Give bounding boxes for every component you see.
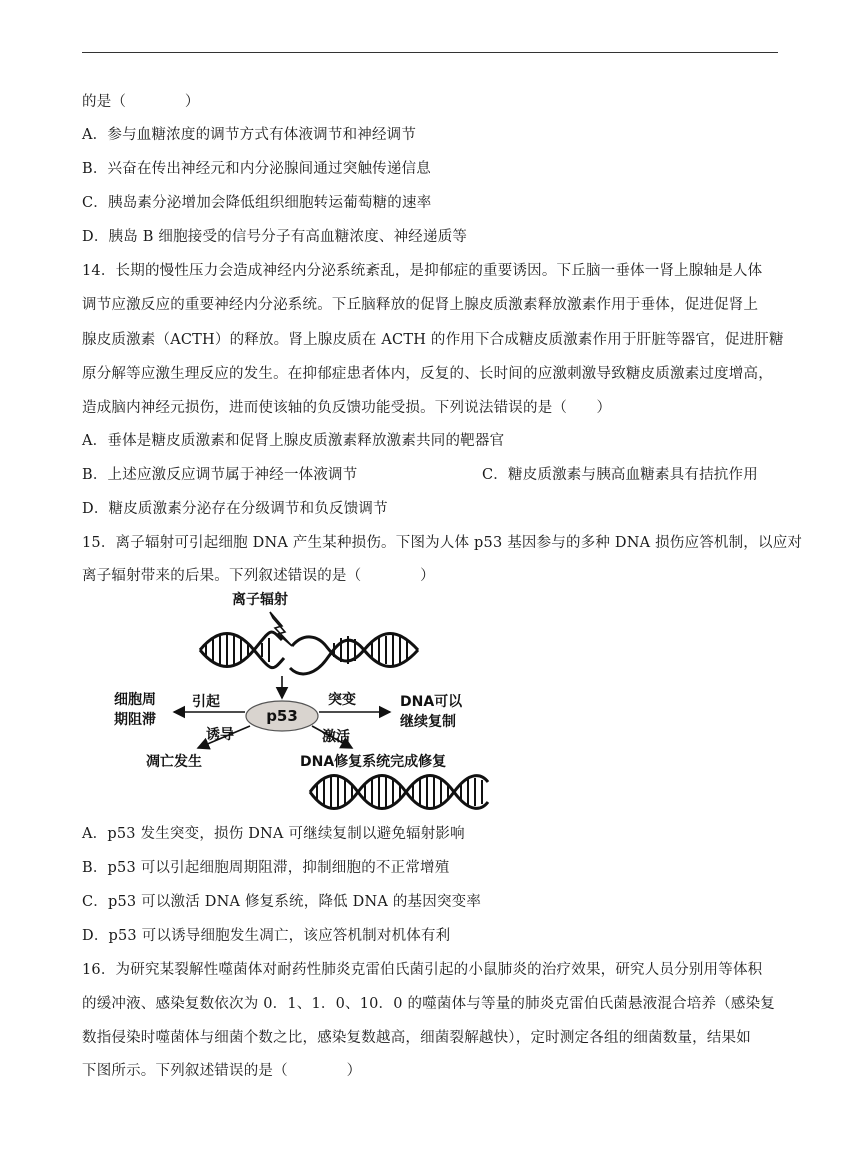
prev-option-d: D．胰岛 B 细胞接受的信号分子有高血糖浓度、神经递质等 <box>82 229 468 245</box>
q14-stem-line-5: 造成脑内神经元损伤，进而使该轴的负反馈功能受损。下列说法错误的是（ ） <box>82 400 612 416</box>
fig-right-target-1: DNA可以 <box>400 694 463 710</box>
prev-option-b: B．兴奋在传出神经元和内分泌腺间通过突触传递信息 <box>82 161 431 177</box>
fig-left-target-2: 期阻滞 <box>114 712 156 728</box>
q14-option-d: D．糖皮质激素分泌存在分级调节和负反馈调节 <box>82 501 388 517</box>
fig-left-arrow-label: 引起 <box>192 694 220 710</box>
q15-stem-line-1: 15．离子辐射可引起细胞 DNA 产生某种损伤。下图为人体 p53 基因参与的多种 DNA 损伤应答机制，以应对 <box>82 535 803 551</box>
q15-option-b: B．p53 可以引起细胞周期阻滞，抑制细胞的不正常增殖 <box>82 860 450 876</box>
prev-option-c: C．胰岛素分泌增加会降低组织细胞转运葡萄糖的速率 <box>82 195 432 211</box>
fig-right-target-2: 继续复制 <box>400 714 456 730</box>
q14-stem-line-3: 腺皮质激素（ACTH）的释放。肾上腺皮质在 ACTH 的作用下合成糖皮质激素作用于肝脏等器官，促进肝糖 <box>82 332 784 348</box>
q14-option-row-bc <box>82 465 758 485</box>
dna-helix-repaired <box>310 776 488 809</box>
q16-stem-line-2: 的缓冲液、感染复数依次为 0．1、1．0、10．0 的噬菌体与等量的肺炎克雷伯氏菌悬液混合培养（感染复 <box>82 996 775 1012</box>
q14-stem-line-1: 14．长期的慢性压力会造成神经内分泌系统紊乱，是抑郁症的重要诱因。下丘脑一垂体一肾上腺轴是人体 <box>82 263 763 279</box>
q15-option-c: C．p53 可以激活 DNA 修复系统，降低 DNA 的基因突变率 <box>82 894 482 910</box>
prev-option-a: A．参与血糖浓度的调节方式有体液调节和神经调节 <box>82 127 417 143</box>
fig-right-arrow-label: 突变 <box>328 692 356 708</box>
fig-lower-right-arrow-label: 激活 <box>322 729 350 745</box>
q15-option-a: A．p53 发生突变，损伤 DNA 可继续复制以避免辐射影响 <box>82 826 465 842</box>
q15-stem-line-2: 离子辐射带来的后果。下列叙述错误的是（ ） <box>82 568 435 584</box>
q14-option-b: B．上述应激反应调节属于神经一体液调节 <box>82 467 358 483</box>
q16-stem-line-3: 数指侵染时噬菌体与细菌个数之比，感染复数越高，细菌裂解越快），定时测定各组的细菌数量，结果如 <box>82 1030 751 1046</box>
q14-stem-line-2: 调节应激反应的重要神经内分泌系统。下丘脑释放的促肾上腺皮质激素释放激素作用于垂体，促进促肾上 <box>82 297 759 313</box>
q16-stem-line-4: 下图所示。下列叙述错误的是（ ） <box>82 1063 362 1079</box>
q14-stem-line-4: 原分解等应激生理反应的发生。在抑郁症患者体内，反复的、长时间的应激刺激导致糖皮质激素过度增高， <box>82 366 773 382</box>
q14-option-c: C．糖皮质激素与胰高血糖素具有拮抗作用 <box>482 467 758 483</box>
q16-stem-line-1: 16．为研究某裂解性噬菌体对耐药性肺炎克雷伯氏菌引起的小鼠肺炎的治疗效果，研究人员分别用等体积 <box>82 962 763 978</box>
q14-option-a: A．垂体是糖皮质激素和促肾上腺皮质激素释放激素共同的靶器官 <box>82 433 505 449</box>
dna-helix-damaged <box>200 632 418 674</box>
fig-p53: p53 <box>266 707 298 725</box>
fig-lower-left-arrow-label: 诱导 <box>206 727 234 743</box>
p53-dna-damage-figure <box>112 588 502 813</box>
q15-option-d: D．p53 可以诱导细胞发生凋亡，该应答机制对机体有利 <box>82 928 451 944</box>
fig-left-target-1: 细胞周 <box>114 692 156 708</box>
prev-question-tail: 的是（ ） <box>82 94 200 110</box>
header-rule <box>82 52 778 53</box>
fig-top-label: 离子辐射 <box>232 592 288 608</box>
fig-lower-right-target: DNA修复系统完成修复 <box>300 754 447 770</box>
fig-lower-left-target: 凋亡发生 <box>146 754 202 770</box>
